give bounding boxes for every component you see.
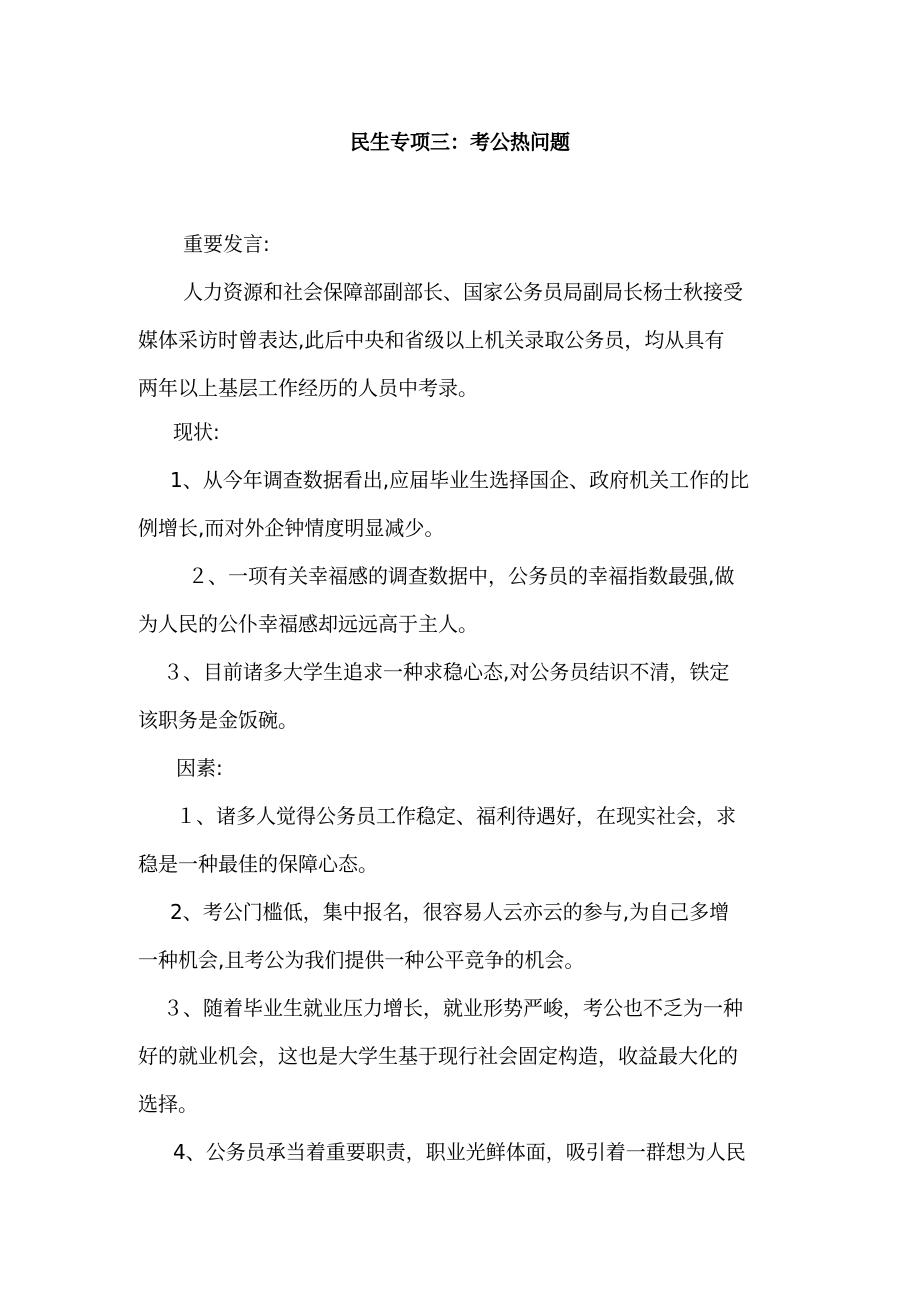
text-line: １、诸多人觉得公务员工作稳定、福利待遇好，在现实社会，求 <box>176 804 736 828</box>
text-line: 该职务是金饭碗。 <box>138 708 298 732</box>
text-line: 为人民的公仆幸福感却远远高于主人。 <box>138 612 478 636</box>
paragraph-factor-1 <box>138 792 788 888</box>
text-line: 2、考公门槛低，集中报名，很容易人云亦云的参与,为自己多增 <box>170 900 730 924</box>
paragraph-status-heading <box>138 408 788 456</box>
text-line: 好的就业机会，这也是大学生基于现行社会固定构造，收益最大化的 <box>138 1044 738 1068</box>
paragraph-status-3 <box>138 648 788 744</box>
text-line: 例增长,而对外企钟情度明显减少。 <box>138 516 445 540</box>
text-line: 因素: <box>176 756 223 780</box>
text-line: 两年以上基层工作经历的人员中考录。 <box>138 376 478 400</box>
text-line: 选择。 <box>138 1092 198 1116</box>
paragraph-key-statement-heading <box>138 220 788 268</box>
text-line: 人力资源和社会保障部副部长、国家公务员局副局长杨士秋接受 <box>183 280 743 304</box>
text-line: 重要发言: <box>183 232 270 256</box>
paragraph-factor-2 <box>138 888 788 984</box>
text-line: ３、随着毕业生就业压力增长，就业形势严峻，考公也不乏为一种 <box>163 996 743 1020</box>
text-line: ２、一项有关幸福感的调查数据中，公务员的幸福指数最强,做 <box>188 564 735 588</box>
text-line: 现状: <box>173 420 220 444</box>
document-title: 民生专项三：考公热问题 <box>350 130 570 154</box>
paragraph-key-statement <box>138 268 788 412</box>
text-line: 媒体采访时曾表达,此后中央和省级以上机关录取公务员，均从具有 <box>138 328 725 352</box>
paragraph-factor-3 <box>138 984 788 1128</box>
paragraph-factors-heading <box>138 744 788 792</box>
text-line: 一种机会,且考公为我们提供一种公平竞争的机会。 <box>138 948 585 972</box>
text-line: 稳是一种最佳的保障心态。 <box>138 852 378 876</box>
paragraph-status-1 <box>138 456 788 552</box>
text-line: ３、目前诸多大学生追求一种求稳心态,对公务员结识不清，铁定 <box>163 660 730 684</box>
text-line: 4、公务员承当着重要职责，职业光鲜体面，吸引着一群想为人民 <box>173 1140 746 1164</box>
text-line: 1、从今年调查数据看出,应届毕业生选择国企、政府机关工作的比 <box>170 468 750 492</box>
paragraph-factor-4 <box>138 1128 788 1176</box>
paragraph-status-2 <box>138 552 788 648</box>
